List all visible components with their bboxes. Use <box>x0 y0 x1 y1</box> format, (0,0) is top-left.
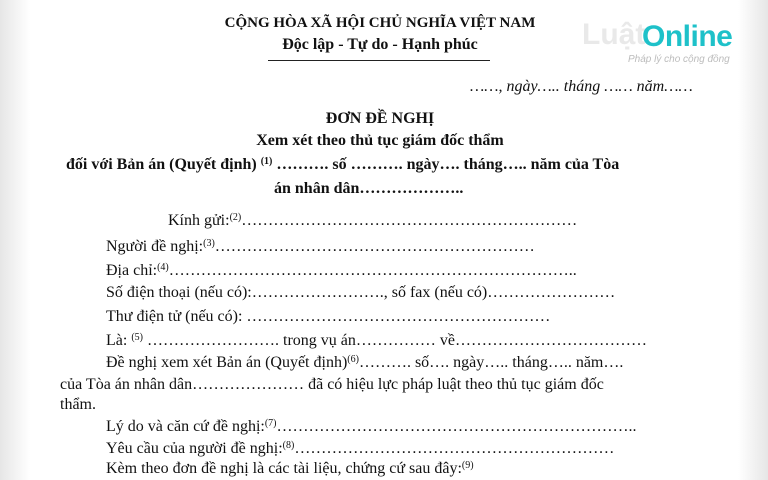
logo-brand: Online <box>642 20 733 53</box>
subject-placeholder: ………. số ………. ngày…. tháng….. năm của Tòa <box>272 156 620 173</box>
field-kinh-gui: Kính gửi:$^{(2)}$……………………………………………………… <box>168 212 578 229</box>
date-line: ……, ngày….. tháng …… năm…… <box>470 78 693 95</box>
court-line: án nhân dân……………….. <box>274 180 464 197</box>
field-ly-do: Lý do và căn cứ đề nghị:$^{(7)}$………………………………………………………….. <box>106 418 637 435</box>
document-subject-line <box>66 156 619 174</box>
field-nguoi-de-nghi: Người đề nghị:$^{(3)}$…………………………………………………… <box>106 238 535 255</box>
motto-underline <box>268 60 490 61</box>
logo-watermark: Luật <box>582 18 646 51</box>
field-thu-dien-tu: Thư điện tử (nếu có): ………………………………………………… <box>106 308 551 325</box>
document-subtitle: Xem xét theo thủ tục giám đốc thẩm <box>256 132 504 149</box>
field-tham: thẩm. <box>60 396 96 413</box>
national-title: CỘNG HÒA XÃ HỘI CHỦ NGHĨA VIỆT NAM <box>224 15 536 31</box>
luatonline-logo <box>582 14 752 70</box>
motto: Độc lập - Tự do - Hạnh phúc <box>282 36 478 53</box>
field-de-nghi-xem-xet: Đề nghị xem xét Bản án (Quyết định)$^{(6)}$………. số…. ngày….. tháng….. năm…. <box>106 354 624 371</box>
subject-label: đối với Bản án (Quyết định) <box>66 156 257 173</box>
document-title: ĐƠN ĐỀ NGHỊ <box>325 110 435 127</box>
field-cua-toa-an: của Tòa án nhân dân………………… đã có hiệu lực pháp luật theo thủ tục giám đốc <box>60 376 604 393</box>
field-yeu-cau: Yêu cầu của người đề nghị:$^{(8)}$…………………………………………………… <box>106 440 615 457</box>
field-dia-chi: Địa chỉ:$^{(4)}$………………………………………………………………….. <box>106 262 577 279</box>
footnote-ref: (1) <box>260 156 273 167</box>
field-la: Là: $^{(5)}$ ……………………. trong vụ án…………… về……………………………… <box>106 332 647 349</box>
field-so-dien-thoai: Số điện thoại (nếu có):……………………., số fax (nếu có)…………………… <box>106 284 616 301</box>
logo-slogan: Pháp lý cho cộng đồng <box>628 54 730 65</box>
field-kem-theo: Kèm theo đơn đề nghị là các tài liệu, chứng cứ sau đây:$^{(9)}$ <box>106 460 474 477</box>
